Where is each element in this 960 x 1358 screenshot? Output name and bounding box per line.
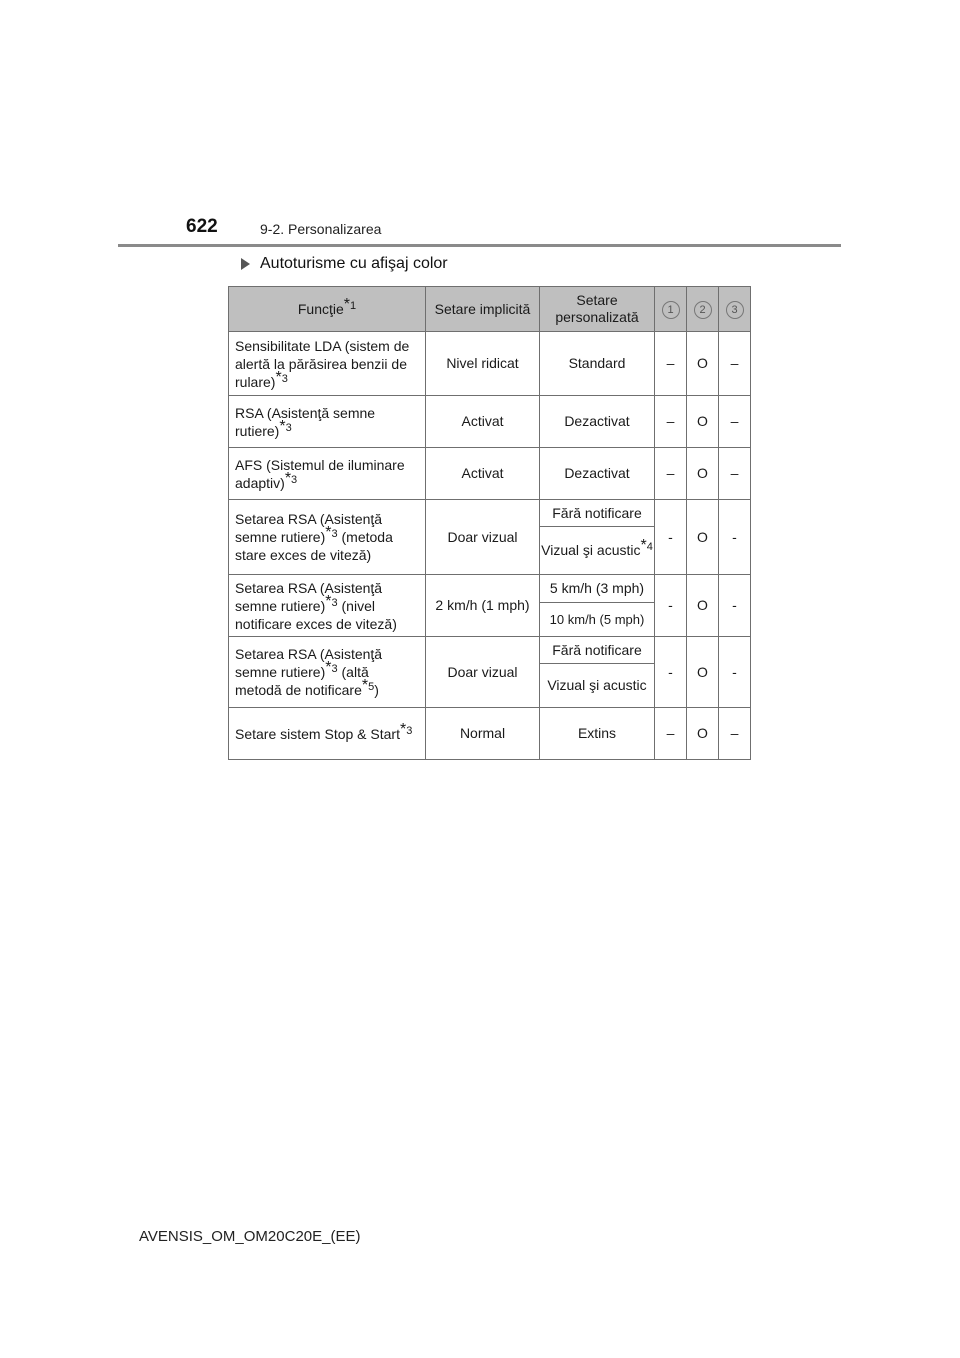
circled-number-1-icon: 1	[662, 301, 680, 319]
table-row	[229, 637, 751, 664]
default-cell: Doar vizual	[426, 637, 540, 708]
asterisk-icon: *	[284, 469, 292, 487]
function-cell	[229, 708, 426, 760]
header-custom: Setare personalizată	[540, 287, 655, 332]
custom-option-2: Vizual şi acustic	[540, 664, 655, 708]
function-text-suffix: (metoda stare exces de viteză)	[235, 529, 393, 563]
function-cell	[229, 575, 426, 637]
function-cell	[229, 396, 426, 448]
footnote-number: 3	[291, 473, 298, 486]
document-code: AVENSIS_OM_OM20C20E_(EE)	[139, 1228, 361, 1245]
asterisk-icon: *	[361, 677, 369, 694]
footnote-number: 3	[331, 528, 338, 540]
custom-option-1: Fără notificare	[540, 637, 655, 664]
table-row	[229, 448, 751, 500]
col-1-cell: –	[655, 396, 687, 448]
default-cell: Activat	[426, 396, 540, 448]
table-row	[229, 575, 751, 603]
default-cell: Nivel ridicat	[426, 332, 540, 396]
function-text: Sensibilitate LDA (sistem de alertă la părăsirea benzii de rulare)	[235, 337, 410, 390]
custom-cell: Extins	[540, 708, 655, 760]
custom-option-text: Vizual şi acustic	[541, 542, 641, 558]
function-cell	[229, 500, 426, 575]
subheading	[241, 255, 448, 273]
custom-option-2: 10 km/h (5 mph)	[540, 603, 655, 637]
header-default: Setare implicită	[426, 287, 540, 332]
col-3-cell: –	[719, 396, 751, 448]
function-cell	[229, 637, 426, 708]
table-row	[229, 500, 751, 527]
header-col-2	[687, 287, 719, 332]
custom-cell: Dezactivat	[540, 448, 655, 500]
footnote-number: 4	[646, 541, 653, 553]
footnote-marker	[640, 538, 652, 553]
circled-number-3-icon: 3	[726, 301, 744, 319]
function-text: Setarea RSA (Asistenţă semne rutiere)	[235, 579, 383, 614]
col-1-cell: -	[655, 500, 687, 575]
section-title: 9-2. Personalizarea	[260, 221, 382, 237]
footnote-number: 5	[368, 681, 375, 693]
footnote-marker	[362, 678, 374, 693]
col-1-cell: -	[655, 637, 687, 708]
triangle-right-icon	[241, 258, 250, 270]
default-cell: Activat	[426, 448, 540, 500]
footnote-marker	[325, 525, 337, 540]
table-header-row	[229, 287, 751, 332]
settings-table	[228, 286, 751, 760]
footnote-number: 3	[285, 421, 292, 434]
header-function	[229, 287, 426, 332]
function-text: Setare sistem Stop & Start	[235, 725, 400, 742]
default-cell: 2 km/h (1 mph)	[426, 575, 540, 637]
asterisk-icon: *	[399, 720, 407, 738]
asterisk-icon: *	[325, 524, 332, 541]
custom-cell: Standard	[540, 332, 655, 396]
footnote-marker	[344, 297, 356, 312]
col-1-cell: –	[655, 332, 687, 396]
col-1-cell: -	[655, 575, 687, 637]
footnote-number: 1	[350, 299, 357, 312]
default-cell: Normal	[426, 708, 540, 760]
subheading-text: Autoturisme cu afişaj color	[260, 255, 448, 272]
asterisk-icon: *	[325, 592, 332, 610]
header-col-1	[655, 287, 687, 332]
default-cell: Doar vizual	[426, 500, 540, 575]
footnote-number: 3	[331, 596, 338, 609]
col-3-cell: -	[719, 637, 751, 708]
custom-option-1: 5 km/h (3 mph)	[540, 575, 655, 603]
function-text: Setarea RSA (Asistenţă semne rutiere)	[235, 511, 383, 545]
function-text: RSA (Asistenţă semne rutiere)	[235, 404, 376, 439]
footnote-marker	[279, 419, 291, 434]
col-3-cell: –	[719, 332, 751, 396]
table-row	[229, 708, 751, 760]
col-1-cell: –	[655, 448, 687, 500]
function-text: AFS (Sistemul de iluminare adaptiv)	[235, 456, 405, 491]
footnote-number: 3	[406, 724, 413, 737]
col-3-cell: -	[719, 575, 751, 637]
footnote-marker	[285, 471, 297, 486]
footnote-number: 3	[281, 372, 288, 385]
col-1-cell: –	[655, 708, 687, 760]
asterisk-icon: *	[275, 368, 282, 386]
circled-number-2-icon: 2	[694, 301, 712, 319]
function-text-close: )	[374, 682, 379, 698]
footnote-marker	[275, 370, 287, 385]
col-2-cell: O	[687, 575, 719, 637]
footnote-number: 3	[331, 663, 338, 675]
col-3-cell: -	[719, 500, 751, 575]
custom-option-2	[540, 527, 655, 575]
function-text-suffix: (nivel notificare exces de viteză)	[235, 597, 397, 632]
col-3-cell: –	[719, 708, 751, 760]
custom-cell: Dezactivat	[540, 396, 655, 448]
asterisk-icon: *	[325, 659, 332, 676]
page-number: 622	[186, 216, 218, 237]
asterisk-icon: *	[640, 537, 647, 554]
footnote-marker	[400, 722, 412, 737]
header-col-3	[719, 287, 751, 332]
footnote-marker	[325, 594, 337, 609]
footnote-marker	[325, 660, 337, 675]
col-2-cell: O	[687, 637, 719, 708]
function-text-suffix: (altă metodă de notificare	[235, 664, 369, 698]
function-cell	[229, 332, 426, 396]
col-3-cell: –	[719, 448, 751, 500]
asterisk-icon: *	[279, 417, 286, 435]
col-2-cell: O	[687, 500, 719, 575]
table-row	[229, 332, 751, 396]
function-cell	[229, 448, 426, 500]
header-function-label: Funcţie	[297, 300, 344, 317]
col-2-cell: O	[687, 448, 719, 500]
header-divider	[118, 244, 841, 247]
custom-option-1: Fără notificare	[540, 500, 655, 527]
col-2-cell: O	[687, 708, 719, 760]
table-row	[229, 396, 751, 448]
asterisk-icon: *	[343, 295, 351, 313]
col-2-cell: O	[687, 396, 719, 448]
function-text: Setarea RSA (Asistenţă semne rutiere)	[235, 646, 383, 680]
col-2-cell: O	[687, 332, 719, 396]
